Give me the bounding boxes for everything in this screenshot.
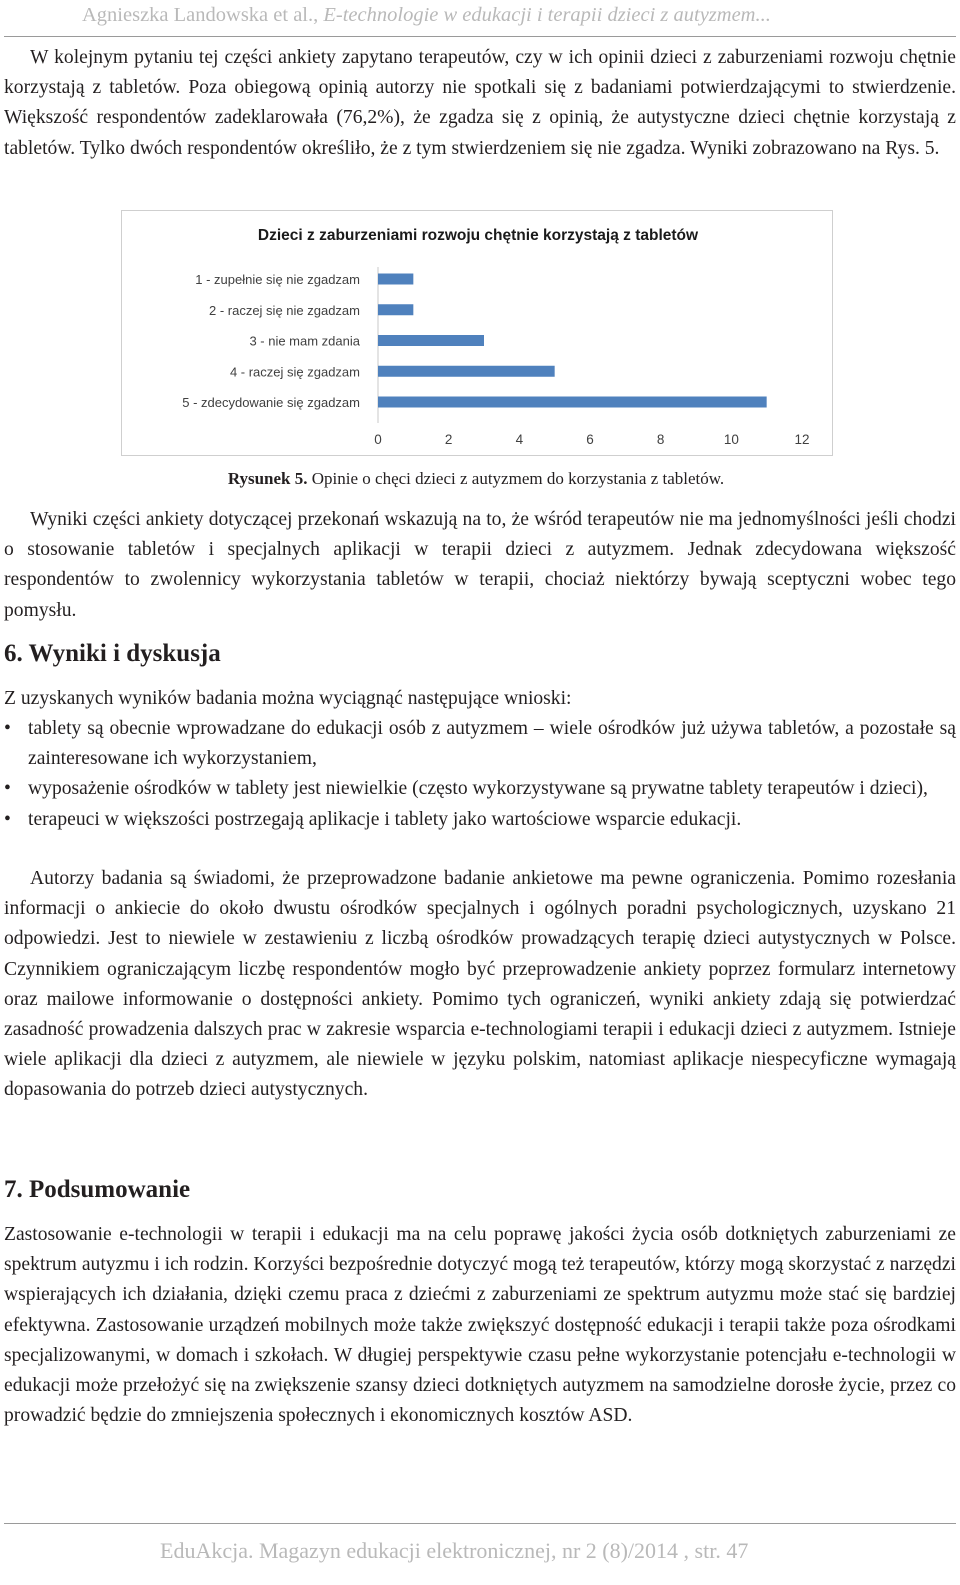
bar-chart (122, 211, 834, 457)
chart-title: Dzieci z zaburzeniami rozwoju chętnie korzystają z tabletów (257, 227, 699, 244)
figure-caption (0, 469, 952, 489)
bar (378, 335, 484, 346)
section-7-body: Zastosowanie e-technologii w terapii i edukacji ma na celu poprawę jakości życia osób dotkniętych zaburzeniami ze spektrum autyzmu i ich rodzin. Korzyści bezpośrednie dotyczyć mogą też terapeutów, którzy mogą skorzystać z narzędzi wspierających ich działania, dzięki czemu praca z dziećmi z zaburzeniami ze spektrum autyzmu może stać się bardziej efektywna. Zastosowanie urządzeń mobilnych może także zwiększyć dostępność edukacji i terapii także poza ośrodkami specjalizowanymi, w domach i szkołach. W długiej perspektywie czasu pełne wykorzystanie potencjału e-technologii w edukacji może przełożyć się na zwiększenie szansy dzieci dotkniętych autyzmem na samodzielne dorosłe życie, przez co prowadzić będzie do zmniejszenia społecznych i ekonomicznych kosztów ASD. (4, 1224, 956, 1427)
footer-rule (4, 1523, 956, 1524)
caption-label: Rysunek 5. (227, 469, 308, 488)
list-item: • wyposażenie ośrodków w tablety jest niewielkie (często wykorzystywane są prywatne tablety terapeutów i dzieci), (4, 774, 956, 804)
bullet-icon: • (4, 808, 11, 830)
x-tick-label: 2 (444, 432, 453, 447)
category-label: 3 - nie mam zdania (249, 333, 360, 349)
x-tick-label: 4 (515, 432, 524, 447)
bar (378, 304, 413, 315)
list-item: • terapeuci w większości postrzegają aplikacje i tablety jako wartościowe wsparcie edukacji. (4, 805, 956, 835)
caption-text: Opinie o chęci dzieci z autyzmem do korzystania z tabletów. (307, 469, 725, 488)
header-rule (4, 36, 956, 37)
x-tick-label: 10 (723, 432, 739, 447)
header-title: E-technologie w edukacji i terapii dzieci z autyzmem... (323, 4, 771, 26)
header-authors: Agnieszka Landowska et al., (82, 4, 324, 26)
x-tick-label: 0 (374, 432, 382, 447)
figure-chart-frame (121, 210, 833, 456)
bullet-icon: • (4, 718, 11, 739)
x-tick-label: 6 (586, 432, 594, 447)
x-tick-label: 8 (656, 432, 665, 447)
section-6-body: Autorzy badania są świadomi, że przeprowadzone badanie ankietowe ma pewne ograniczenia. Pomimo rozesłania informacji o ankiecie do około dwustu ośrodków specjalnych i ogólnych poradni psychologicznych, uzyskano 21 odpowiedzi. Jest to niewiele w zestawieniu z liczbą ośrodków prowadzących terapię dzieci autystycznych w Polsce. Czynnikiem ograniczającym liczbę respondentów mogło być przeprowadzenie ankiety poprzez formularz internetowy oraz mailowe informowanie o dostępności ankiety. Pomimo tych ograniczeń, wyniki ankiety zdają się potwierdzać zasadność prowadzenia dalszych prac w zakresie wsparcia e-technologiami terapii i edukacji dzieci z autyzmem. Istnieje wiele aplikacji dla dzieci z autyzmem, ale niewiele w języku polskim, natomiast aplikacje niespecyficzne wymagają dopasowania do potrzeb dzieci autystycznych. (4, 868, 956, 1101)
bar (378, 397, 767, 408)
section-6-intro: Z uzyskanych wyników badania można wyciągnąć następujące wnioski: (4, 688, 572, 709)
category-label: 1 - zupełnie się nie zgadzam (195, 272, 360, 287)
paragraph-intro: W kolejnym pytaniu tej części ankiety zapytano terapeutów, czy w ich opinii dzieci z zaburzeniami rozwoju chętnie korzystają z tabletów. Poza obiegową opinią autorzy nie spotkali się z badaniami potwierdzającymi to stwierdzenie. Większość respondentów zadeklarowała (76,2%), że zgadza się z opinią, że autystyczne dzieci chętnie korzystają z tabletów. Tylko dwóch respondentów określiło, że z tym stwierdzeniem się nie zgadza. Wyniki zobrazowano na Rys. 5. (4, 47, 956, 159)
bar (378, 366, 555, 377)
bars-layer (182, 267, 809, 447)
list-item: • tablety są obecnie wprowadzane do edukacji osób z autyzmem – wiele ośrodków już używa tabletów, a pozostałe są zainteresowane ich wykorzystaniem, (4, 714, 956, 774)
category-label: 2 - raczej się nie zgadzam (208, 302, 360, 318)
paragraph-beliefs: Wyniki części ankiety dotyczącej przekonań wskazują na to, że wśród terapeutów nie ma jednomyślności jeśli chodzi o stosowanie tabletów i specjalnych aplikacji w terapii dzieci z autyzmem. Jednak zdecydowana większość respondentów to zwolennicy wykorzystania tabletów w terapii, chociaż niektórzy bywają sceptyczni wobec tego pomysłu. (4, 509, 956, 621)
section-7-heading: 7. Podsumowanie (4, 1176, 191, 1203)
category-label: 5 - zdecydowanie się zgadzam (182, 395, 360, 410)
x-tick-label: 12 (794, 432, 810, 447)
section-6-heading: 6. Wyniki i dyskusja (4, 640, 221, 667)
bullet-icon: • (4, 778, 11, 800)
category-label: 4 - raczej się zgadzam (229, 364, 360, 380)
conclusions-list (4, 714, 956, 835)
bar (378, 274, 413, 285)
running-footer: EduAkcja. Magazyn edukacji elektronicznej, nr 2 (8)/2014 , str. 47 (160, 1538, 749, 1563)
running-header (82, 4, 771, 27)
